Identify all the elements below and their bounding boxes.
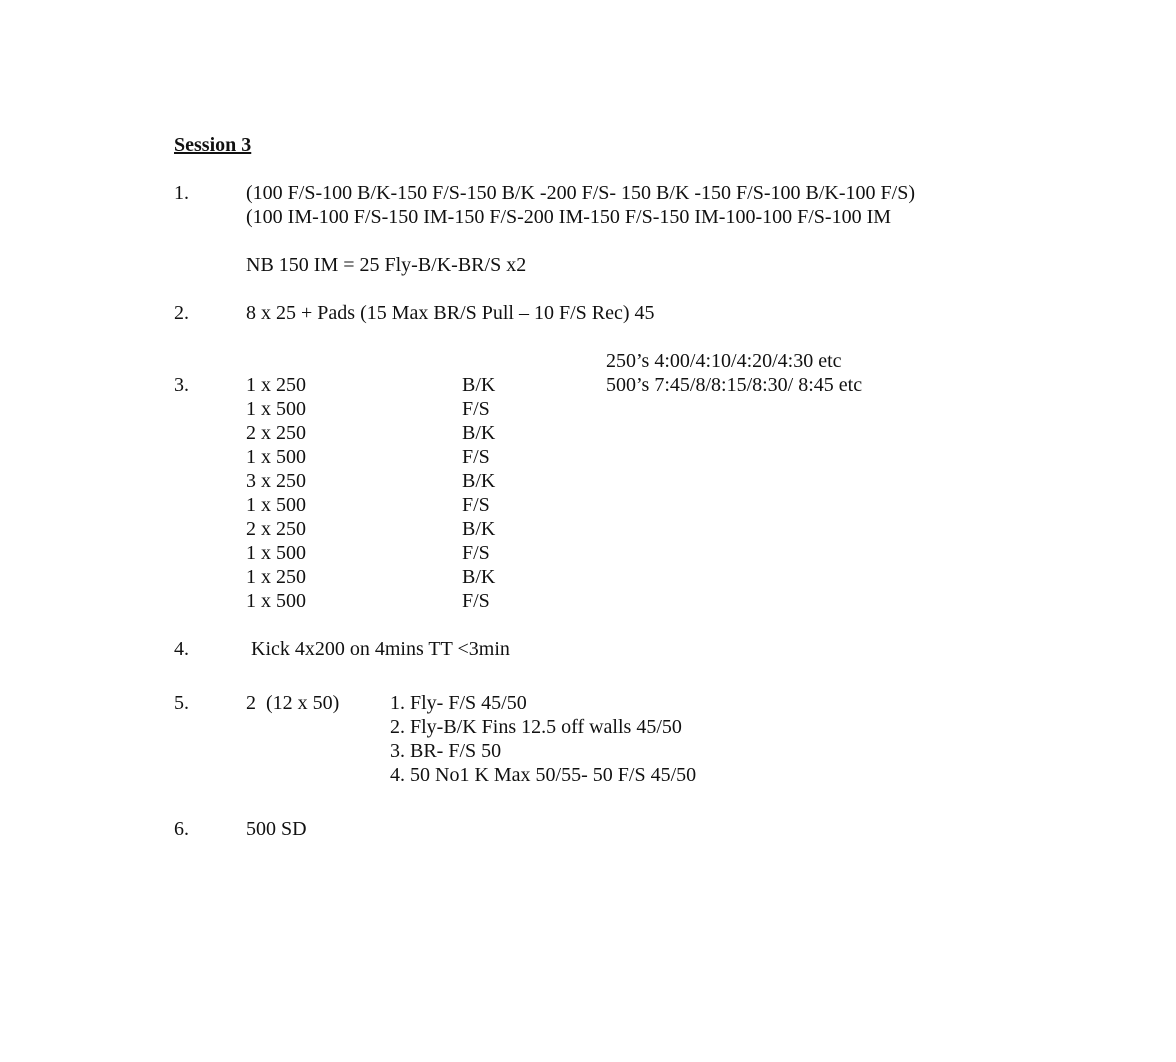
item-3-strokes-list xyxy=(462,373,495,613)
set-stroke: B/K xyxy=(462,422,496,444)
list-item: 3. BR- F/S 50 xyxy=(390,740,502,762)
item-3-interval-500: 500’s 7:45/8/8:15/8:30/ 8:45 etc xyxy=(606,374,863,396)
set-reps: 1 x 250 xyxy=(246,566,306,588)
item-1-line-2: (100 IM-100 F/S-150 IM-150 F/S-200 IM-150 F/S-150 IM-100-100 F/S-100 IM xyxy=(246,206,892,228)
list-item: 1. Fly- F/S 45/50 xyxy=(390,692,527,714)
set-stroke: F/S xyxy=(462,446,490,468)
set-stroke: F/S xyxy=(462,398,490,420)
item-1-note: NB 150 IM = 25 Fly-B/K-BR/S x2 xyxy=(246,254,527,276)
set-reps: 1 x 500 xyxy=(246,494,306,516)
set-stroke: B/K xyxy=(462,566,496,588)
item-1-number: 1. xyxy=(174,182,189,204)
set-reps: 1 x 250 xyxy=(246,374,306,396)
set-reps: 1 x 500 xyxy=(246,446,306,468)
session-title: Session 3 xyxy=(174,134,252,156)
set-stroke: B/K xyxy=(462,470,496,492)
set-stroke: F/S xyxy=(462,590,490,612)
item-3-reps-list xyxy=(246,373,306,613)
set-reps: 1 x 500 xyxy=(246,542,306,564)
item-3-number: 3. xyxy=(174,374,189,396)
item-5-label: 2 (12 x 50) xyxy=(246,692,340,714)
item-6-number: 6. xyxy=(174,818,189,840)
set-stroke: F/S xyxy=(462,494,490,516)
set-reps: 1 x 500 xyxy=(246,398,306,420)
set-reps: 1 x 500 xyxy=(246,590,306,612)
item-4-text: Kick 4x200 on 4mins TT <3min xyxy=(251,638,510,660)
set-stroke: B/K xyxy=(462,374,496,396)
item-3-interval-250: 250’s 4:00/4:10/4:20/4:30 etc xyxy=(606,350,842,372)
set-stroke: F/S xyxy=(462,542,490,564)
item-5-sub-list xyxy=(390,691,696,787)
list-item: 2. Fly-B/K Fins 12.5 off walls 45/50 xyxy=(390,716,682,738)
list-item: 4. 50 No1 K Max 50/55- 50 F/S 45/50 xyxy=(390,764,697,786)
item-2-text: 8 x 25 + Pads (15 Max BR/S Pull – 10 F/S Rec) 45 xyxy=(246,302,655,324)
set-reps: 2 x 250 xyxy=(246,422,306,444)
set-reps: 2 x 250 xyxy=(246,518,306,540)
item-6-text: 500 SD xyxy=(246,818,307,840)
item-1-line-1: (100 F/S-100 B/K-150 F/S-150 B/K -200 F/S- 150 B/K -150 F/S-100 B/K-100 F/S) xyxy=(246,182,915,204)
set-reps: 3 x 250 xyxy=(246,470,306,492)
set-stroke: B/K xyxy=(462,518,496,540)
item-5-number: 5. xyxy=(174,692,189,714)
item-4-number: 4. xyxy=(174,638,189,660)
item-2-number: 2. xyxy=(174,302,189,324)
